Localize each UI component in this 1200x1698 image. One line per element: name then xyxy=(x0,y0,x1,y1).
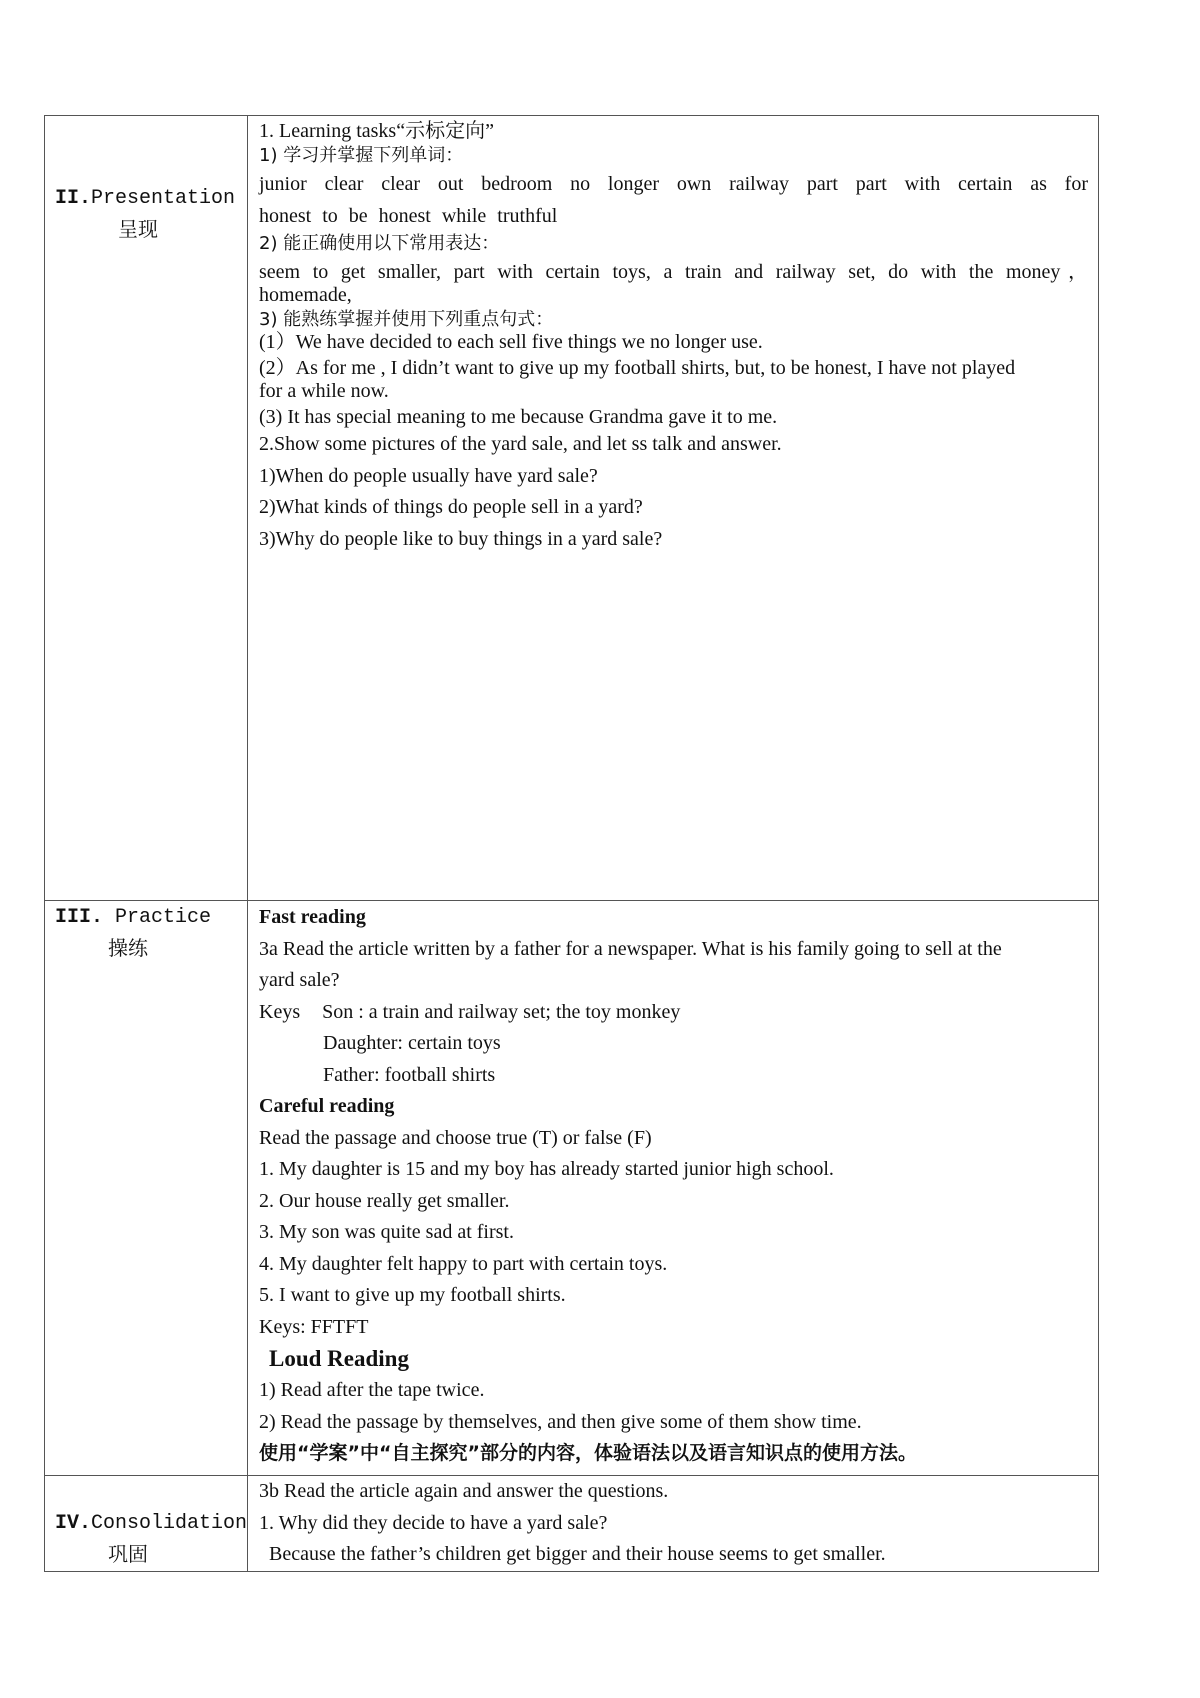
consolidation-row xyxy=(45,1476,1099,1572)
words-heading: 1) 学习并掌握下列单词： xyxy=(259,144,464,166)
consolidation-answer-1: Because the father’s children get bigger and their house seems to get smaller. xyxy=(269,1543,886,1565)
consolidation-stage-cell xyxy=(45,1476,248,1572)
practice-content-cell xyxy=(248,901,1099,1476)
question-2: 2)What kinds of things do people sell in a yard? xyxy=(259,496,643,518)
word-list-line-1: junior clear clear out bedroom no longer own railway part part with certain as for xyxy=(259,173,1088,195)
task-3b: 3b Read the article again and answer the questions. xyxy=(259,1480,669,1502)
practice-stage-cell xyxy=(45,901,248,1476)
stage-name: Presentation xyxy=(91,187,236,210)
expressions-line-1: seem to get smaller, part with certain toys, a train and railway set, do with the money， xyxy=(259,260,1088,283)
tf-item: 1. My daughter is 15 and my boy has already started junior high school. xyxy=(259,1158,834,1180)
keys-son-line xyxy=(259,997,1088,1029)
presentation-stage-title xyxy=(55,183,247,214)
stage-number: II. xyxy=(55,187,92,210)
tf-keys: Keys: FFTFT xyxy=(259,1315,369,1338)
stage-name: Practice xyxy=(115,906,212,929)
tf-item: 2. Our house really get smaller. xyxy=(259,1189,510,1212)
question-1: 1)When do people usually have yard sale? xyxy=(259,464,598,487)
sentence-2-cont: for a while now. xyxy=(259,380,389,402)
learning-tasks-heading: 1. Learning tasks“示标定向” xyxy=(259,120,494,142)
word-list-line-2: honest to be honest while truthful xyxy=(259,204,558,227)
sentence-2: (2）As for me , I didn’t want to give up my football shirts, but, to be honest, I have not played xyxy=(259,356,1016,379)
practice-row xyxy=(45,901,1099,1476)
consolidation-stage-cn: 巩固 xyxy=(108,1542,148,1566)
stage-number: IV. xyxy=(55,1512,92,1535)
study-guide-note: 使用“学案”中“自主探究”部分的内容，体验语法以及语言知识点的使用方法。 xyxy=(259,1442,917,1464)
consolidation-stage-title xyxy=(55,1508,247,1539)
keys-label: Keys xyxy=(259,1000,301,1023)
presentation-content-cell xyxy=(248,116,1099,901)
show-pictures-task: 2.Show some pictures of the yard sale, and let ss talk and answer. xyxy=(259,433,782,455)
task-3a-cont: yard sale? xyxy=(259,969,340,991)
loud-reading-step-1: 1) Read after the tape twice. xyxy=(259,1379,485,1401)
key-father: Father: football shirts xyxy=(323,1063,496,1086)
tf-item: 4. My daughter felt happy to part with certain toys. xyxy=(259,1252,668,1275)
presentation-stage-cell xyxy=(45,116,248,901)
loud-reading-heading: Loud Reading xyxy=(269,1346,409,1371)
consolidation-content-cell xyxy=(248,1476,1099,1572)
careful-reading-heading: Careful reading xyxy=(259,1095,395,1117)
practice-stage-title xyxy=(55,902,247,933)
key-daughter: Daughter: certain toys xyxy=(323,1032,501,1054)
lesson-plan-table xyxy=(44,115,1099,1572)
practice-stage-cn: 操练 xyxy=(108,936,148,960)
question-3: 3)Why do people like to buy things in a yard sale? xyxy=(259,527,663,550)
task-3a: 3a Read the article written by a father for a newspaper. What is his family going to sell at the xyxy=(259,937,1002,960)
fast-reading-heading: Fast reading xyxy=(259,906,366,928)
stage-number: III. xyxy=(55,906,104,929)
loud-reading-step-2: 2) Read the passage by themselves, and then give some of them show time. xyxy=(259,1410,862,1433)
tf-item: 5. I want to give up my football shirts. xyxy=(259,1284,566,1306)
sentences-heading: 3) 能熟练掌握并使用下列重点句式： xyxy=(259,308,554,330)
presentation-stage-cn: 呈现 xyxy=(118,217,158,241)
expressions-heading: 2) 能正确使用以下常用表达： xyxy=(259,233,500,254)
stage-name: Consolidation xyxy=(91,1512,248,1535)
sentence-1: (1）We have decided to each sell five things we no longer use. xyxy=(259,331,763,353)
key-son: Son : a train and railway set; the toy monkey xyxy=(322,1000,681,1023)
presentation-row xyxy=(45,116,1099,901)
consolidation-question-1: 1. Why did they decide to have a yard sale? xyxy=(259,1511,608,1534)
tf-item: 3. My son was quite sad at first. xyxy=(259,1221,514,1243)
sentence-3: (3) It has special meaning to me because Grandma gave it to me. xyxy=(259,405,778,428)
tf-instruction: Read the passage and choose true (T) or false (F) xyxy=(259,1126,652,1149)
expressions-line-2: homemade, xyxy=(259,284,352,306)
